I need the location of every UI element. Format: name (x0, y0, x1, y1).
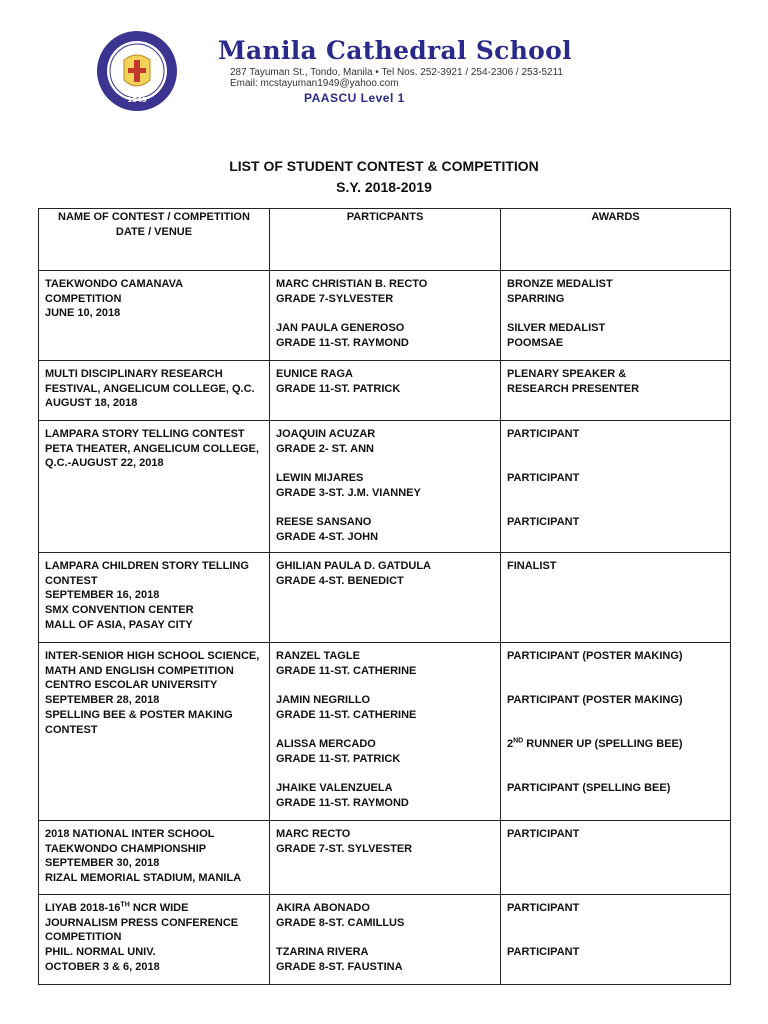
awards-cell (501, 895, 731, 985)
cell-line: CONTEST (45, 574, 98, 587)
cell-line: POOMSAE (507, 336, 564, 349)
cell-line: JAMIN NEGRILLO (276, 694, 371, 707)
cell-line: GRADE 3-ST. J.M. VIANNEY (276, 486, 421, 499)
header-contest (39, 209, 270, 271)
school-email: Email: mcstayuman1949@yahoo.com (230, 78, 399, 89)
cell-line: Q.C.-AUGUST 22, 2018 (45, 457, 164, 470)
table-row (39, 361, 731, 421)
participants-cell (270, 361, 501, 421)
cell-line: PLENARY SPEAKER & (507, 368, 627, 380)
cell-line: GRADE 11-ST. RAYMOND (276, 796, 409, 809)
cell-line: SPELLING BEE & POSTER MAKING (45, 708, 233, 721)
accreditation-level: PAASCU Level 1 (304, 91, 405, 105)
participants-cell (270, 553, 501, 643)
cell-line: GRADE 4-ST. BENEDICT (276, 574, 404, 587)
cell-line: COMPETITION (45, 931, 122, 944)
cell-line: COMPETITION (45, 292, 122, 305)
school-address: 287 Tayuman St., Tondo, Manila • Tel Nos. 252-3921 / 254-2306 / 253-5211 (230, 67, 563, 78)
cell-line: SILVER MEDALIST (507, 322, 606, 335)
cell-line: GRADE 8-ST. FAUSTINA (276, 960, 403, 973)
cell-line: FESTIVAL, ANGELICUM COLLEGE, Q.C. (45, 382, 255, 395)
cell-line: MARC RECTO (276, 828, 351, 840)
participants-cell (270, 821, 501, 895)
cell-line: TAEKWONDO CHAMPIONSHIP (45, 842, 207, 855)
cell-line: JUNE 10, 2018 (45, 307, 121, 320)
cell-line: TAEKWONDO CAMANAVA (45, 278, 184, 290)
cell-line: LEWIN MIJARES (276, 472, 364, 485)
cell-line: PARTICIPANT (POSTER MAKING) (507, 650, 683, 662)
cell-line: SEPTEMBER 30, 2018 (45, 857, 160, 870)
contest-cell (39, 271, 270, 361)
contest-cell (39, 821, 270, 895)
cell-line: PARTICIPANT (507, 428, 580, 440)
cell-line: TZARINA RIVERA (276, 946, 369, 959)
cell-line: PARTICIPANT (POSTER MAKING) (507, 694, 683, 707)
contest-cell (39, 361, 270, 421)
participants-cell (270, 271, 501, 361)
cell-line: LAMPARA STORY TELLING CONTEST (45, 428, 245, 440)
cell-line: GRADE 4-ST. JOHN (276, 530, 379, 543)
seal-year: 1949 (127, 96, 147, 104)
letterhead (96, 30, 656, 110)
cell-line: PARTICIPANT (507, 516, 580, 529)
cell-line: AUGUST 18, 2018 (45, 397, 138, 410)
header-contest-line: NAME OF CONTEST / COMPETITION (58, 211, 250, 223)
awards-cell (501, 361, 731, 421)
school-year: S.Y. 2018-2019 (336, 179, 432, 195)
cell-line: RESEARCH PRESENTER (507, 382, 640, 395)
cell-line: GRADE 11-ST. PATRICK (276, 382, 401, 395)
cell-line: JAN PAULA GENEROSO (276, 322, 405, 335)
cell-line: GRADE 7-SYLVESTER (276, 292, 394, 305)
cell-line: LIYAB 2018-16TH NCR WIDE (45, 901, 189, 914)
cell-line: PARTICIPANT (507, 946, 580, 959)
cell-line: SEPTEMBER 28, 2018 (45, 694, 160, 707)
contest-cell (39, 895, 270, 985)
cell-line: JOURNALISM PRESS CONFERENCE (45, 916, 239, 929)
cell-line: EUNICE RAGA (276, 368, 354, 380)
table-row (39, 553, 731, 643)
header-participants: PARTICPANTS (270, 209, 501, 271)
cell-line: FINALIST (507, 560, 557, 572)
contest-table (38, 208, 731, 985)
table-row (39, 821, 731, 895)
cell-line: PARTICIPANT (507, 472, 580, 485)
awards-cell (501, 421, 731, 553)
cell-line: SMX CONVENTION CENTER (45, 604, 194, 617)
header-awards: AWARDS (501, 209, 731, 271)
cell-line: PARTICIPANT (SPELLING BEE) (507, 782, 671, 795)
cell-line: LAMPARA CHILDREN STORY TELLING (45, 560, 249, 572)
document-title: LIST OF STUDENT CONTEST & COMPETITION (229, 158, 539, 174)
cell-line: PETA THEATER, ANGELICUM COLLEGE, (45, 442, 259, 455)
awards-cell (501, 821, 731, 895)
table-row (39, 421, 731, 553)
cell-line: GRADE 11-ST. PATRICK (276, 752, 401, 765)
school-seal-icon (96, 30, 178, 112)
cell-line: GRADE 2- ST. ANN (276, 442, 374, 455)
cell-line: INTER-SENIOR HIGH SCHOOL SCIENCE, (45, 650, 260, 662)
cell-line: PHIL. NORMAL UNIV. (45, 946, 156, 959)
awards-cell (501, 271, 731, 361)
cell-line: OCTOBER 3 & 6, 2018 (45, 960, 160, 973)
cell-line: GRADE 11-ST. CATHERINE (276, 708, 417, 721)
cell-line: ALISSA MERCADO (276, 738, 376, 751)
table-row (39, 643, 731, 821)
contest-cell (39, 643, 270, 821)
awards-cell (501, 643, 731, 821)
cell-line: RANZEL TAGLE (276, 650, 360, 662)
cell-line: PARTICIPANT (507, 828, 580, 840)
cell-line: GRADE 11-ST. RAYMOND (276, 336, 409, 349)
participants-cell (270, 421, 501, 553)
cell-line: MARC CHRISTIAN B. RECTO (276, 278, 428, 290)
awards-cell (501, 553, 731, 643)
cell-line: MATH AND ENGLISH COMPETITION (45, 664, 234, 677)
contest-cell (39, 553, 270, 643)
contest-cell (39, 421, 270, 553)
cell-line: GHILIAN PAULA D. GATDULA (276, 560, 432, 572)
table-row (39, 895, 731, 985)
cell-line: GRADE 7-ST. SYLVESTER (276, 842, 413, 855)
table-row (39, 271, 731, 361)
cell-line: MULTI DISCIPLINARY RESEARCH (45, 368, 223, 380)
cell-line: 2ND RUNNER UP (SPELLING BEE) (507, 737, 683, 751)
cell-line: GRADE 11-ST. CATHERINE (276, 664, 417, 677)
participants-cell (270, 643, 501, 821)
cell-line: CONTEST (45, 723, 98, 736)
cell-line: JHAIKE VALENZUELA (276, 782, 393, 795)
participants-cell (270, 895, 501, 985)
cell-line: RIZAL MEMORIAL STADIUM, MANILA (45, 872, 242, 885)
cell-line: SEPTEMBER 16, 2018 (45, 589, 160, 602)
cell-line: AKIRA ABONADO (276, 902, 370, 914)
cell-line: BRONZE MEDALIST (507, 278, 613, 290)
cell-line: JOAQUIN ACUZAR (276, 428, 376, 440)
cell-line: SPARRING (507, 292, 565, 305)
cell-line: CENTRO ESCOLAR UNIVERSITY (45, 679, 218, 692)
cell-line: 2018 NATIONAL INTER SCHOOL (45, 828, 215, 840)
table-header-row (39, 209, 731, 271)
cell-line: PARTICIPANT (507, 902, 580, 914)
cell-line: MALL OF ASIA, PASAY CITY (45, 618, 193, 631)
school-name: Manila Cathedral School (218, 36, 572, 65)
cell-line: REESE SANSANO (276, 516, 372, 529)
header-contest-line: DATE / VENUE (115, 225, 193, 238)
cell-line: GRADE 8-ST. CAMILLUS (276, 916, 405, 929)
